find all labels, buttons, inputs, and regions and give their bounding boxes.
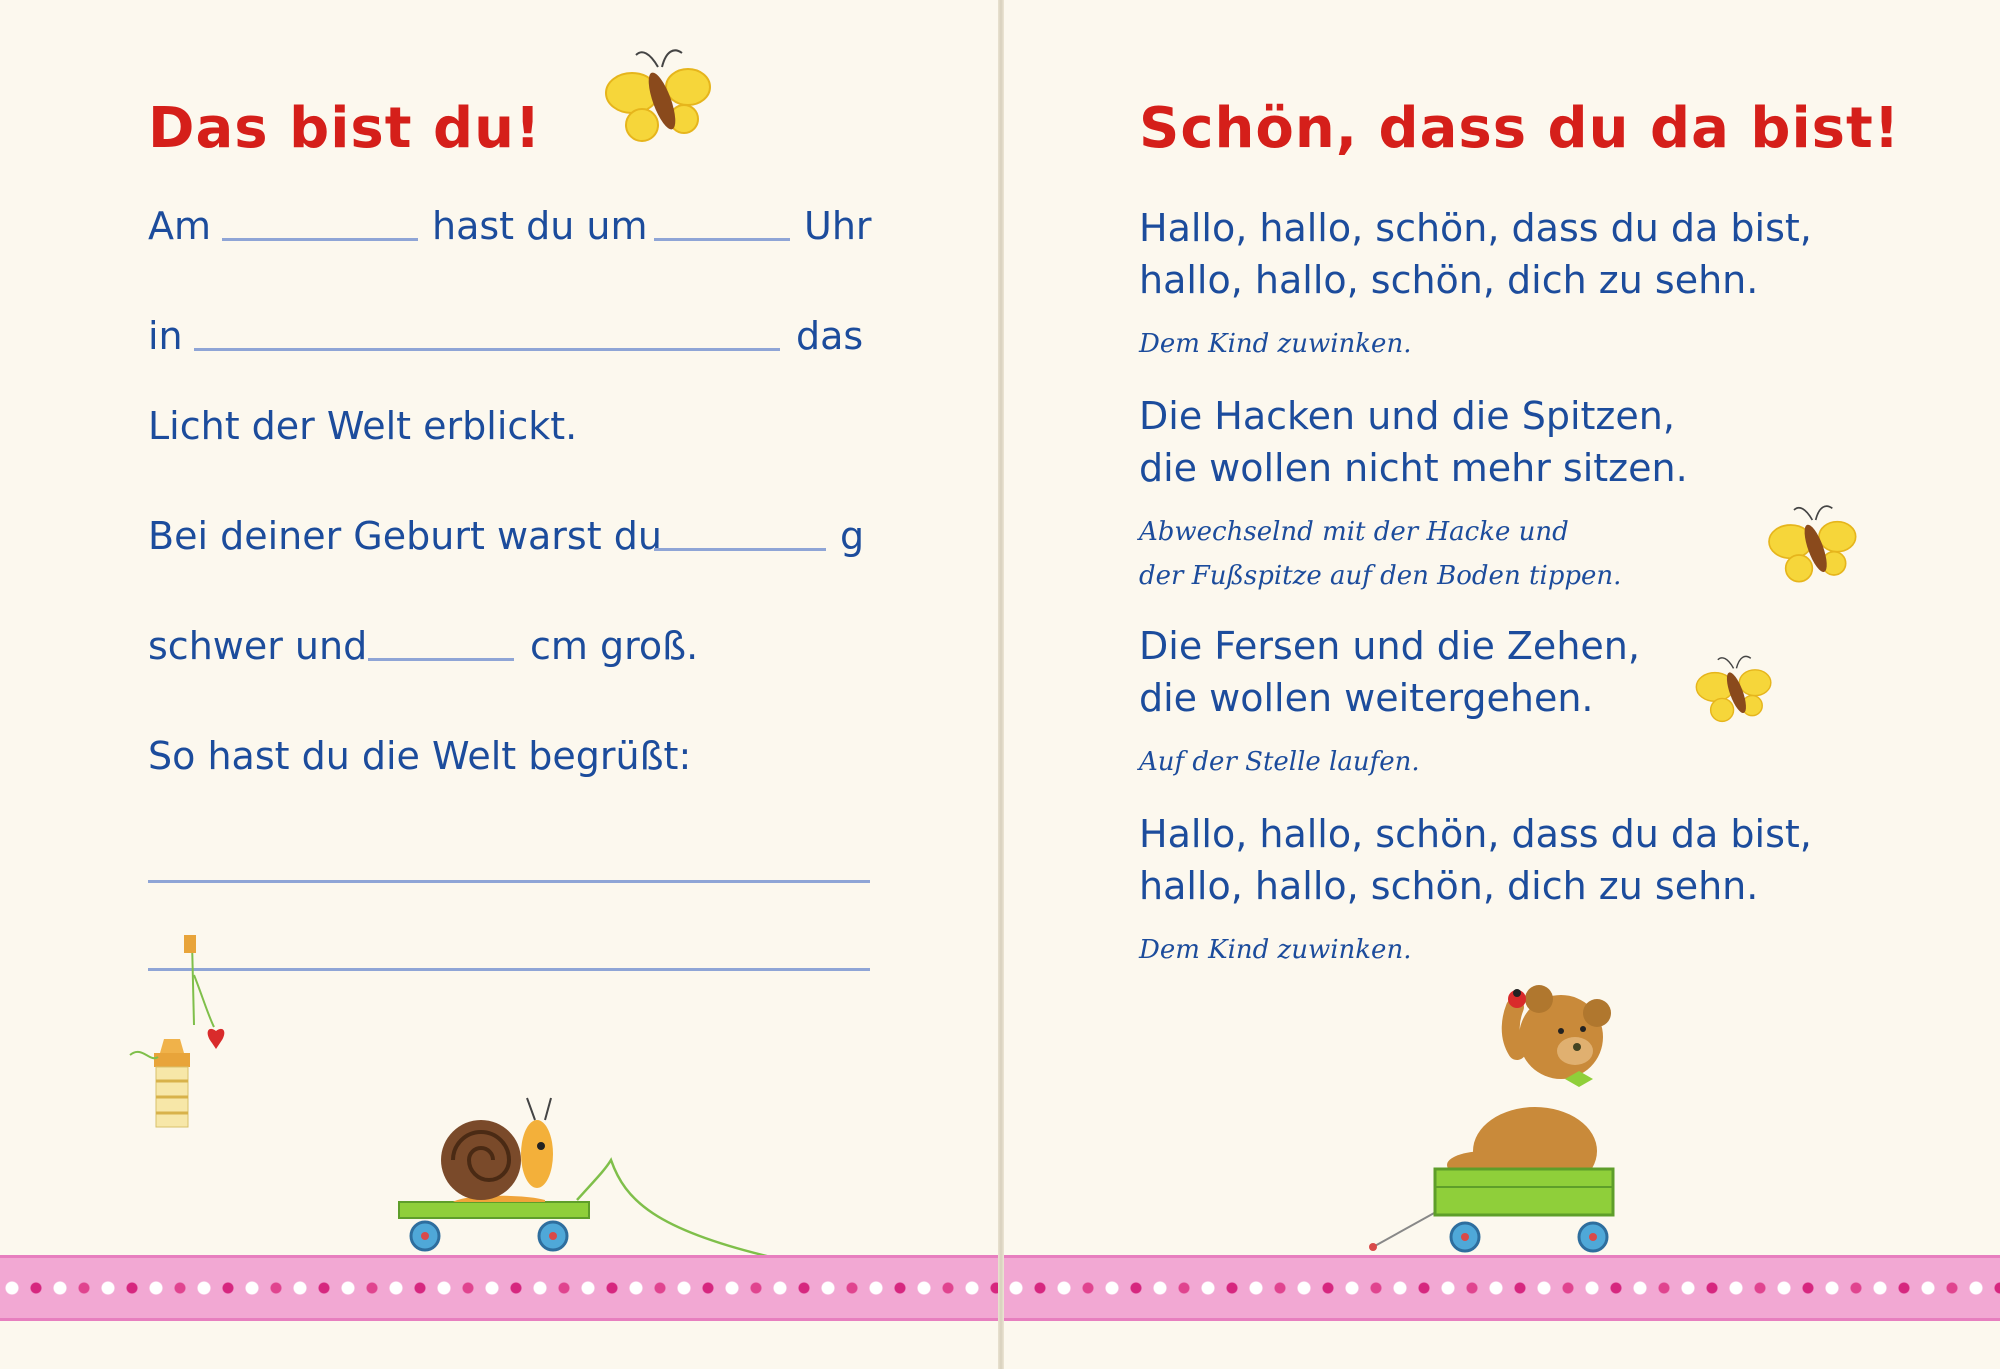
uhr-label: Uhr [804, 204, 872, 248]
instruction-2-line-1: Abwechselnd mit der Hacke und [1139, 517, 1569, 547]
instruction-2-line-2: der Fußspitze auf den Boden tippen. [1139, 561, 1622, 591]
weight-unit: g [840, 514, 865, 558]
greeting-blank-line-1[interactable] [148, 880, 870, 883]
place-blank-line[interactable] [194, 348, 780, 351]
teddy-bear-on-cart-icon [1365, 955, 1665, 1255]
flower-ribbon-left [0, 1255, 998, 1321]
verse-4-line-2: hallo, hallo, schön, dich zu sehn. [1139, 864, 1759, 908]
right-page-title: Schön, dass du da bist! [1139, 96, 1901, 161]
verse-4-line-1: Hallo, hallo, schön, dass du da bist, [1139, 812, 1812, 856]
butterfly-icon [600, 45, 720, 155]
height-unit: cm groß. [530, 624, 699, 668]
baby-bottle-icon [128, 935, 248, 1135]
weight-blank-line[interactable] [654, 548, 826, 551]
butterfly-icon [1692, 652, 1778, 732]
date-blank-line[interactable] [222, 238, 418, 241]
instruction-1: Dem Kind zuwinken. [1139, 329, 1412, 359]
greeting-label: So hast du die Welt begrüßt: [148, 734, 692, 778]
instruction-3: Auf der Stelle laufen. [1139, 747, 1420, 777]
verse-3-line-2: die wollen weitergehen. [1139, 676, 1594, 720]
greeting-blank-line-2[interactable] [148, 968, 870, 971]
height-blank-line[interactable] [368, 658, 514, 661]
verse-3-line-1: Die Fersen und die Zehen, [1139, 624, 1640, 668]
verse-2-line-2: die wollen nicht mehr sitzen. [1139, 446, 1688, 490]
place-label: in [148, 314, 183, 358]
height-label: schwer und [148, 624, 368, 668]
time-label: hast du um [432, 204, 648, 248]
flower-ribbon-right [1004, 1255, 2000, 1321]
verse-1-line-1: Hallo, hallo, schön, dass du da bist, [1139, 206, 1812, 250]
butterfly-icon [1764, 500, 1864, 595]
world-text: Licht der Welt erblickt. [148, 404, 578, 448]
instruction-4: Dem Kind zuwinken. [1139, 935, 1412, 965]
birth-date-label: Am [148, 204, 212, 248]
das-label: das [796, 314, 864, 358]
verse-2-line-1: Die Hacken und die Spitzen, [1139, 394, 1675, 438]
verse-1-line-2: hallo, hallo, schön, dich zu sehn. [1139, 258, 1759, 302]
time-blank-line[interactable] [654, 238, 790, 241]
weight-label: Bei deiner Geburt warst du [148, 514, 662, 558]
left-page-title: Das bist du! [148, 96, 542, 161]
snail-on-cart-icon [395, 1090, 795, 1260]
